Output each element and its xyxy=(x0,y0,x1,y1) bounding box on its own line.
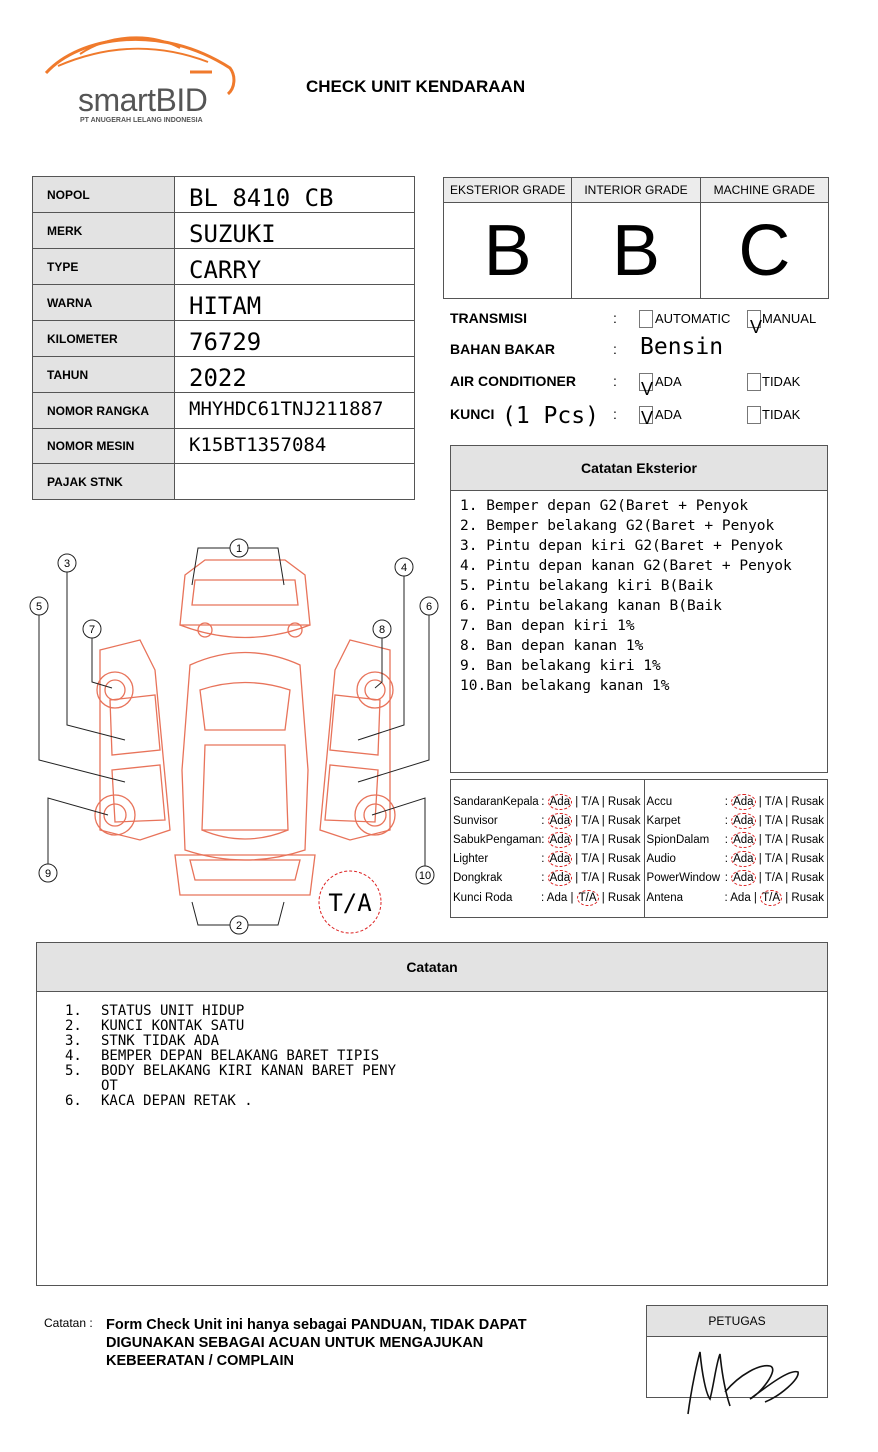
accessory-row xyxy=(451,830,644,849)
ac-tidak-label: TIDAK xyxy=(762,374,801,389)
exterior-note: 8. Ban depan kanan 1% xyxy=(460,638,644,654)
ac-tidak-checkbox[interactable] xyxy=(747,373,761,391)
kunci-tidak-checkbox[interactable] xyxy=(747,406,761,424)
note-number: 2. xyxy=(65,1018,82,1034)
accessory-option[interactable]: T/A xyxy=(764,853,782,866)
manual-tick: V xyxy=(750,317,763,337)
exterior-note: 3. Pintu depan kiri G2(Baret + Penyok xyxy=(460,538,784,554)
note-item xyxy=(65,1049,827,1064)
accessory-option[interactable]: T/A xyxy=(764,872,782,885)
accessory-row xyxy=(645,792,827,811)
notes-title: Catatan xyxy=(37,943,827,992)
accessory-option[interactable]: Ada xyxy=(733,814,754,827)
info-label: PAJAK STNK xyxy=(33,464,175,500)
grade-value: B xyxy=(611,210,660,291)
signature-icon xyxy=(680,1344,810,1419)
accessory-options: : Ada | T/A | Rusak xyxy=(724,872,824,885)
info-value xyxy=(175,464,415,500)
accessories-right xyxy=(645,780,827,917)
info-label: WARNA xyxy=(33,285,175,321)
note-number: 1. xyxy=(65,1003,82,1019)
accessory-option[interactable]: Ada xyxy=(549,814,571,827)
info-value: CARRY xyxy=(175,249,415,285)
accessory-options: : Ada | T/A | Rusak xyxy=(541,872,641,885)
accessory-option[interactable]: T/A xyxy=(764,833,782,846)
exterior-note: 7. Ban depan kiri 1% xyxy=(460,618,635,634)
info-row xyxy=(33,321,415,357)
accessory-options: : Ada | T/A | Rusak xyxy=(724,795,824,808)
accessory-option[interactable]: T/A xyxy=(581,833,599,846)
note-item xyxy=(65,1064,827,1094)
smartbid-logo xyxy=(40,28,240,128)
accessory-option[interactable]: Ada xyxy=(733,853,754,866)
grade-table xyxy=(443,177,829,299)
logo-wordmark: smartBID xyxy=(78,82,208,118)
accessory-name: Lighter xyxy=(453,853,489,866)
accessory-name: Accu xyxy=(646,795,673,808)
accessory-option[interactable]: Ada xyxy=(730,891,751,904)
colon: : xyxy=(613,373,617,389)
accessory-option[interactable]: Rusak xyxy=(607,833,641,846)
exterior-notes-box xyxy=(450,445,828,773)
grade-interior xyxy=(572,178,700,298)
accessory-name: SpionDalam xyxy=(646,833,710,846)
note-item xyxy=(65,1094,827,1109)
transmisi-label: TRANSMISI xyxy=(450,310,527,326)
diagram-marker: 10 xyxy=(418,870,432,882)
info-label: NOMOR MESIN xyxy=(33,429,175,464)
note-number: 5. xyxy=(65,1063,82,1079)
accessory-option[interactable]: Ada xyxy=(549,833,571,846)
info-value: SUZUKI xyxy=(175,213,415,249)
accessories-box xyxy=(450,779,828,918)
accessory-row xyxy=(451,792,644,811)
footer-label: Catatan : xyxy=(44,1316,93,1330)
ac-ada-label: ADA xyxy=(655,374,682,389)
diagram-marker: 7 xyxy=(88,624,96,636)
accessory-name: Karpet xyxy=(646,814,681,827)
kunci-ada-tick: V xyxy=(641,408,654,428)
info-label: NOPOL xyxy=(33,177,175,213)
note-item xyxy=(65,1034,827,1049)
colon: : xyxy=(613,406,617,422)
accessory-name: Sunvisor xyxy=(453,814,498,827)
info-label: TYPE xyxy=(33,249,175,285)
exterior-notes-list xyxy=(460,496,827,696)
info-row xyxy=(33,393,415,429)
info-label: NOMOR RANGKA xyxy=(33,393,175,429)
exterior-note: 2. Bemper belakang G2(Baret + Penyok xyxy=(460,518,775,534)
accessory-row xyxy=(645,850,827,869)
vehicle-info-table xyxy=(32,176,415,500)
info-value: MHYHDC61TNJ211887 xyxy=(175,393,415,429)
accessory-option[interactable]: T/A xyxy=(581,872,599,885)
accessory-option[interactable]: Ada xyxy=(546,891,568,904)
exterior-note: 4. Pintu depan kanan G2(Baret + Penyok xyxy=(460,558,792,574)
accessory-options: : Ada | T/A | Rusak xyxy=(724,833,824,846)
info-value: K15BT1357084 xyxy=(175,429,415,464)
accessory-options: : Ada | T/A | Rusak xyxy=(541,795,641,808)
info-label: MERK xyxy=(33,213,175,249)
diagram-marker: 9 xyxy=(44,868,52,880)
info-row xyxy=(33,249,415,285)
document-title: CHECK UNIT KENDARAAN xyxy=(306,77,526,96)
grade-machine xyxy=(701,178,828,298)
diagram-marker: 8 xyxy=(378,624,386,636)
notes-list xyxy=(65,1004,827,1109)
note-text: BODY BELAKANG KIRI KANAN BARET PENY OT xyxy=(101,1063,397,1094)
accessory-option[interactable]: T/A xyxy=(581,814,599,827)
accessory-row xyxy=(645,888,827,907)
kunci-count: (1 Pcs) xyxy=(502,403,599,429)
bahan-bakar-label: BAHAN BAKAR xyxy=(450,341,555,357)
diagram-marker: 2 xyxy=(235,920,243,932)
accessory-option[interactable]: Ada xyxy=(549,795,571,808)
grade-exterior xyxy=(444,178,572,298)
accessory-options: : Ada | T/A | Rusak xyxy=(541,814,641,827)
ac-ada-tick: V xyxy=(641,379,654,399)
note-item xyxy=(65,1004,827,1019)
info-value: BL 8410 CB xyxy=(175,177,415,213)
info-value: 2022 xyxy=(175,357,415,393)
accessory-option[interactable]: Ada xyxy=(733,833,754,846)
bahan-bakar-value: Bensin xyxy=(640,334,724,360)
accessory-option[interactable]: Ada xyxy=(549,853,571,866)
info-label: TAHUN xyxy=(33,357,175,393)
accessory-name: SandaranKepala xyxy=(453,795,539,808)
accessory-option[interactable]: Rusak xyxy=(791,795,824,808)
kunci-label: KUNCI xyxy=(450,406,495,422)
info-value: HITAM xyxy=(175,285,415,321)
info-row xyxy=(33,177,415,213)
exterior-note: 6. Pintu belakang kanan B(Baik xyxy=(460,598,722,614)
accessory-option[interactable]: Rusak xyxy=(607,814,641,827)
info-row xyxy=(33,464,415,500)
accessory-option[interactable]: T/A xyxy=(764,795,782,808)
grade-label: EKSTERIOR GRADE xyxy=(444,178,571,203)
diagram-marker: 3 xyxy=(63,558,71,570)
accessory-name: PowerWindow xyxy=(646,872,721,885)
note-text: KUNCI KONTAK SATU xyxy=(101,1018,245,1034)
diagram-marker: 4 xyxy=(400,562,408,574)
accessory-row xyxy=(451,850,644,869)
accessory-option[interactable]: Ada xyxy=(549,872,571,885)
automatic-label: AUTOMATIC xyxy=(655,311,731,326)
accessory-option[interactable]: Rusak xyxy=(607,853,641,866)
manual-label: MANUAL xyxy=(762,311,817,326)
grade-value: C xyxy=(738,210,791,291)
ac-label: AIR CONDITIONER xyxy=(450,373,576,389)
note-item xyxy=(65,1019,827,1034)
grade-label: INTERIOR GRADE xyxy=(572,178,699,203)
note-number: 6. xyxy=(65,1093,82,1109)
accessory-name: SabukPengaman xyxy=(453,833,542,846)
colon: : xyxy=(613,310,617,326)
footer-disclaimer: Form Check Unit ini hanya sebagai PANDUAN, TIDAK DAPAT DIGUNAKAN SEBAGAI ACUAN UNTUK MENGAJUKAN KEBEERATAN / COMPLAIN xyxy=(106,1317,527,1369)
note-text: STATUS UNIT HIDUP xyxy=(101,1003,245,1019)
kunci-tidak-label: TIDAK xyxy=(762,407,801,422)
accessory-option[interactable]: Ada xyxy=(733,795,754,808)
info-row xyxy=(33,357,415,393)
accessory-row xyxy=(451,888,644,907)
accessory-name: Antena xyxy=(646,891,683,904)
accessory-option[interactable]: T/A xyxy=(764,814,782,827)
accessory-option[interactable]: Rusak xyxy=(791,833,824,846)
accessory-name: Dongkrak xyxy=(453,872,503,885)
accessory-option[interactable]: T/A xyxy=(578,891,597,904)
grade-value: B xyxy=(483,210,532,291)
info-row xyxy=(33,213,415,249)
petugas-title: PETUGAS xyxy=(647,1306,827,1337)
logo-subtitle: PT ANUGERAH LELANG INDONESIA xyxy=(80,117,203,124)
exterior-notes-title: Catatan Eksterior xyxy=(451,446,827,491)
kunci-ada-label: ADA xyxy=(655,407,682,422)
note-number: 4. xyxy=(65,1048,82,1064)
accessory-options: : Ada | T/A | Rusak xyxy=(724,853,824,866)
logo-text xyxy=(78,82,207,119)
colon: : xyxy=(613,341,617,357)
note-text: STNK TIDAK ADA xyxy=(101,1033,220,1049)
car-outline xyxy=(20,530,450,940)
accessory-option[interactable]: T/A xyxy=(762,891,780,904)
note-text: BEMPER DEPAN BELAKANG BARET TIPIS xyxy=(101,1048,380,1064)
accessory-options: : Ada | T/A | Rusak xyxy=(724,891,824,904)
accessory-option[interactable]: T/A xyxy=(581,795,599,808)
accessory-row xyxy=(645,869,827,888)
accessory-option[interactable]: Ada xyxy=(733,872,754,885)
accessory-name: Audio xyxy=(646,853,676,866)
accessory-options: : Ada | T/A | Rusak xyxy=(724,814,824,827)
accessory-options: : Ada | T/A | Rusak xyxy=(541,853,641,866)
info-row xyxy=(33,285,415,321)
accessory-options: : Ada | T/A | Rusak xyxy=(541,891,641,904)
info-value: 76729 xyxy=(175,321,415,357)
info-label: KILOMETER xyxy=(33,321,175,357)
exterior-note: 10.Ban belakang kanan 1% xyxy=(460,678,670,694)
grade-label: MACHINE GRADE xyxy=(701,178,828,203)
accessory-option[interactable]: Rusak xyxy=(791,891,824,904)
accessory-option[interactable]: T/A xyxy=(581,853,599,866)
accessory-option[interactable]: Rusak xyxy=(791,814,824,827)
accessory-name: Kunci Roda xyxy=(453,891,513,904)
diagram-marker: 1 xyxy=(235,543,243,555)
accessory-row xyxy=(451,811,644,830)
accessory-options: : Ada | T/A | Rusak xyxy=(541,833,641,846)
accessory-row xyxy=(451,869,644,888)
note-text: KACA DEPAN RETAK . xyxy=(101,1093,253,1109)
info-row xyxy=(33,429,415,464)
automatic-checkbox[interactable] xyxy=(639,310,653,328)
accessory-option[interactable]: Rusak xyxy=(791,853,824,866)
ta-stamp: T/A xyxy=(328,889,372,917)
car-damage-diagram xyxy=(20,530,450,940)
exterior-note: 9. Ban belakang kiri 1% xyxy=(460,658,661,674)
accessory-option[interactable]: Rusak xyxy=(791,872,824,885)
note-number: 3. xyxy=(65,1033,82,1049)
accessory-option[interactable]: Rusak xyxy=(607,795,641,808)
exterior-note: 5. Pintu belakang kiri B(Baik xyxy=(460,578,714,594)
accessory-option[interactable]: Rusak xyxy=(607,891,641,904)
accessory-row xyxy=(645,830,827,849)
exterior-note: 1. Bemper depan G2(Baret + Penyok xyxy=(460,498,749,514)
notes-box xyxy=(36,942,828,1286)
accessory-option[interactable]: Rusak xyxy=(607,872,641,885)
accessories-left xyxy=(451,780,645,917)
diagram-marker: 5 xyxy=(35,601,43,613)
accessory-row xyxy=(645,811,827,830)
diagram-marker: 6 xyxy=(425,601,433,613)
